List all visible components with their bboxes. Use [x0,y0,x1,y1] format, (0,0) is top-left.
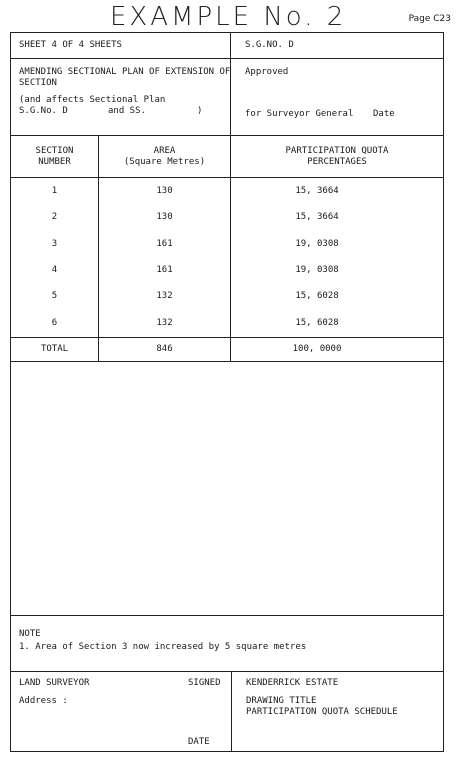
sg-number: S.G.NO. D [245,40,294,50]
section-number: 3 [51,239,58,249]
plan-description-line: AMENDING SECTIONAL PLAN OF EXTENSION OF [19,67,231,77]
section-area: 132 [156,291,173,301]
signed-label: SIGNED [188,678,221,688]
divider [231,671,232,751]
approved-label: Approved [245,67,289,77]
land-surveyor-label: LAND SURVEYOR [19,678,90,688]
total-quota: 100, 0000 [292,344,342,354]
section-area: 130 [156,212,173,222]
page-reference: Page C23 [408,14,451,24]
divider [11,177,443,178]
divider [11,135,443,136]
address-label: Address : [19,696,68,706]
column-header-area: (Square Metres) [123,157,206,167]
date-label: DATE [188,737,210,747]
column-header-section: SECTION [35,146,74,156]
ss-reference: and SS. [108,106,146,116]
section-number: 4 [51,265,58,275]
section-number: 6 [51,318,58,328]
participation-quota: 15, 3664 [295,212,339,222]
section-number: 5 [51,291,58,301]
plan-description-line: (and affects Sectional Plan [19,95,166,105]
divider [230,33,231,135]
divider [11,615,443,616]
note-text: 1. Area of Section 3 now increased by 5 square metres [19,642,307,652]
estate-name: KENDERRICK ESTATE [246,678,339,688]
document-title: EXAMPLE No. 2 [110,2,347,32]
section-area: 161 [156,239,173,249]
divider [11,671,443,672]
section-area: 132 [156,318,173,328]
approval-date-label: Date [373,109,395,119]
drawing-title: PARTICIPATION QUOTA SCHEDULE [246,707,398,717]
plan-sheet [10,32,444,752]
divider [11,58,443,59]
divider [11,337,443,338]
participation-quota: 15, 3664 [295,186,339,196]
total-label: TOTAL [40,344,69,354]
closing-bracket: ) [197,106,203,116]
section-number: 1 [51,186,58,196]
drawing-title-label: DRAWING TITLE [246,696,317,706]
column-header-area: AREA [153,146,176,156]
section-area: 161 [156,265,173,275]
column-header-section: NUMBER [38,157,71,167]
participation-quota: 19, 0308 [295,239,339,249]
section-number: 2 [51,212,58,222]
participation-quota: 15, 6028 [295,291,339,301]
column-header-quota: PERCENTAGES [307,157,367,167]
section-area: 130 [156,186,173,196]
surveyor-general-label: for Surveyor General [245,109,354,119]
sg-reference: S.G.No. D [19,106,68,116]
column-header-quota: PARTICIPATION QUOTA [285,146,389,156]
participation-quota: 15, 6028 [295,318,339,328]
sheet-number: SHEET 4 OF 4 SHEETS [19,40,122,50]
plan-description-line: SECTION [19,78,57,88]
note-heading: NOTE [19,629,41,639]
participation-quota: 19, 0308 [295,265,339,275]
total-area: 846 [156,344,173,354]
divider [11,361,443,362]
